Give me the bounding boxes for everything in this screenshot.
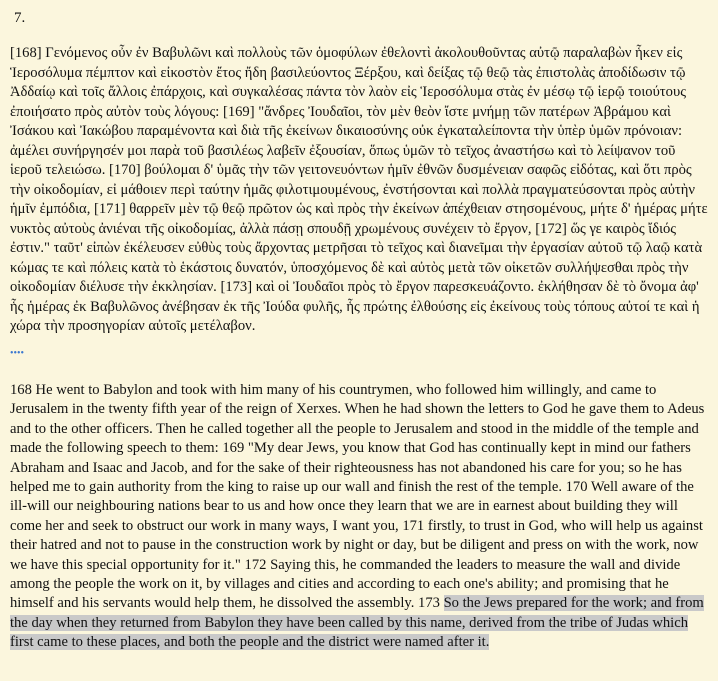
english-text: 168 He went to Babylon and took with him many of his countrymen, who followed him willingly, and came to Jerusalem in the twenty fifth year of the reign of Xerxes. When he had shown the letters to God he gave them to Adeus and to the other officers. Then he called together all the people to Jerusalem and stood in the middle of the temple and made the following speech to them: 169 "My dear Jews, you know that God has continually kept in mind our fathers Abraham and Isaac and Jacob, and for the sake of their righteousness has not abandoned his care for you; so he has helped me to gain authority from the king to raise up our wall and finish the rest of the temple. 170 Well aware of the ill-will our neighbouring nations bear to us and how once they learn that we are in earnest about building they will come her and seek to obstruct our work in many ways, I want you, 171 firstly, to trust in God, who will help us against their hatred and not to pause in the construction work by night or day, but be diligent and press on with the work, now we have this special opportunity for it." 172 Saying this, he commanded the leaders to measure the wall and divide among the people the work on it, by villages and cities and according to each one's ability; and promising that he himself and his servants would help them, he dissolved the assembly. 173: [10, 382, 705, 612]
english-translation: [10, 381, 712, 653]
highlighted-selection: So the Jews prepared for the work; and from the day when they returned from Babylon they have been called by this name, derived from the tribe of Judas which first came to these places, and both the people and the district were named after it.: [10, 595, 704, 651]
greek-text: [168] Γενόμενος οὖν ἐν Βαβυλῶνι καὶ πολλοὺς τῶν ὁμοφύλων ἐθελοντὶ ἀκολουθοῦντας αὐτῷ παραλαβὼν ἧκεν εἰς Ἱεροσόλυμα πέμπτον καὶ εἰκοστὸν ἔτος ἤδη βασιλεύοντος Ξέρξου, καὶ δείξας τῷ θεῷ τὰς ἐπιστολὰς ἀποδίδωσιν τῷ Ἀδδαίῳ καὶ τοῖς ἄλλοις ἐπάρχοις, καὶ συγκαλέσας πάντα τὸν λαὸν εἰς Ἱεροσόλυμα στὰς ἐν μέσῳ τῷ ἱερῷ τοιούτους ἐποιήσατο πρὸς αὐτὸν τοὺς λόγους: [169] "ἄνδρες Ἰουδαῖοι, τὸν μὲν θεὸν ἴστε μνήμῃ τῶν πατέρων Ἀβράμου καὶ Ἰσάκου καὶ Ἰακώβου παραμένοντα καὶ διὰ τῆς ἐκείνων δικαιοσύνης οὐκ ἐγκαταλείποντα τὴν ὑπὲρ ὑμῶν πρόνοιαν: ἀμέλει συνήργησέν μοι παρὰ τοῦ βασιλέως λαβεῖν ἐξουσίαν, ὅπως ὑμῶν τὸ τεῖχος ἀναστήσω καὶ τὸ λείψανον τοῦ ἱεροῦ τελειώσω. [170] βούλομαι δ' ὑμᾶς τὴν τῶν γειτονευόντων ἡμῖν ἐθνῶν δυσμένειαν σαφῶς εἰδότας, καὶ ὅτι πρὸς τὴν οἰκοδομίαν, εἰ μάθοιεν περὶ ταύτην ἡμᾶς φιλοτιμουμένους, ἐνστήσονται καὶ πολλὰ πραγματεύσονται πρὸς αὐτὴν ἡμῖν ἐμπόδια, [171] θαρρεῖν μὲν τῷ θεῷ πρῶτον ὡς καὶ πρὸς τὴν ἐκείνων ἀπέχθειαν στησομένους, μήτε δ' ἡμέρας μήτε νυκτὸς αὐτοὺς ἀνιέναι τῆς οἰκοδομίας, ἀλλὰ πάσῃ σπουδῇ χρωμένους συνέχειν τὸ ἔργον, [172] ὥς γε καιρὸς ἴδιός ἐστιν." ταῦτ' εἰπὼν ἐκέλευσεν εὐθὺς τοὺς ἄρχοντας μετρῆσαι τὸ τεῖχος καὶ διανεῖμαι τὴν ἐργασίαν αὐτοῦ τῷ λαῷ κατὰ κώμας τε καὶ πόλεις κατὰ τὸ ἑκάστοις δυνατόν, ὑποσχόμενος δὲ καὶ αὐτὸς μετὰ τῶν οἰκετῶν συλλήψεσθαι πρὸς τὴν οἰκοδομίαν διέλυσε τὴν ἐκκλησίαν. [173] καὶ οἱ Ἰουδαῖοι πρὸς τὸ ἔργον παρεσκευάζοντο. ἐκλήθησαν δὲ τὸ ὄνομα ἀφ' ἧς ἡμέρας ἐκ Βαβυλῶνος ἀνέβησαν ἐκ τῆς Ἰούδα φυλῆς, ἧς πρώτης ἐλθούσης εἰς ἐκείνους τοὺς τόπους αὐτοί τε καὶ ἡ χώρα τὴν προσηγορίαν αὐτοῖς μετέλαβον.: [10, 45, 708, 334]
translation-toggle-dots[interactable]: ••••: [10, 348, 25, 359]
section-number: 7.: [14, 10, 26, 26]
